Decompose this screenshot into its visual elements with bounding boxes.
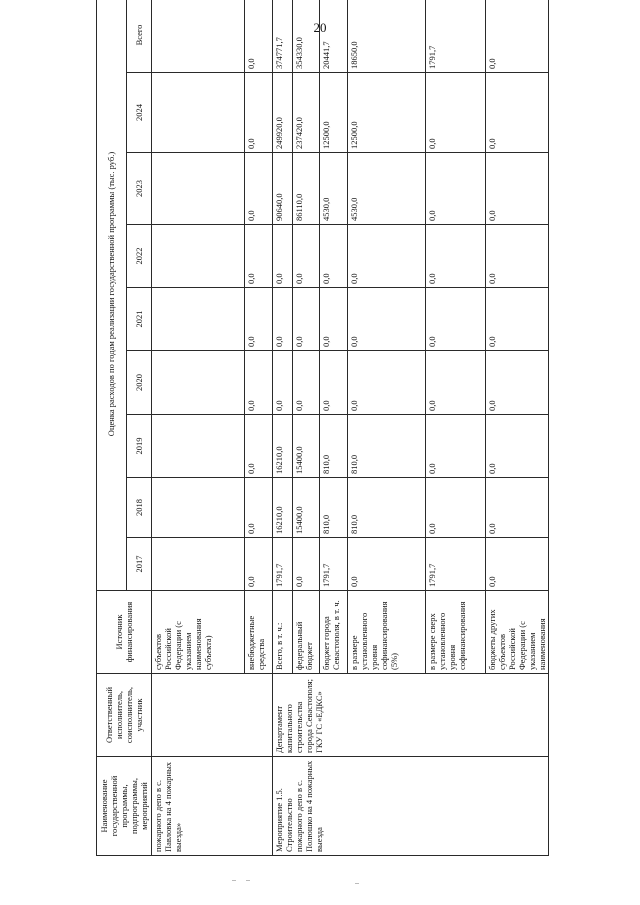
value-cell: 0,0	[486, 0, 549, 73]
value-cell: 0,0	[486, 351, 549, 415]
value-cell	[152, 0, 245, 73]
value-cell: 0,0	[426, 478, 486, 538]
value-cell: 0,0	[245, 0, 273, 73]
value-cell: 0,0	[426, 288, 486, 351]
value-cell: 0,0	[293, 288, 320, 351]
value-cell: 0,0	[245, 538, 273, 591]
budget-table	[96, 0, 549, 856]
value-cell: 0,0	[486, 73, 549, 153]
header-year: 2019	[127, 415, 152, 478]
value-cell: 249920,0	[273, 73, 293, 153]
header-year: 2024	[127, 73, 152, 153]
header-estimate: Оценка расходов по годам реализации государственной программы (тыс. руб.)	[97, 0, 127, 591]
header-year: 2021	[127, 288, 152, 351]
value-cell: 0,0	[245, 351, 273, 415]
value-cell: 0,0	[486, 478, 549, 538]
header-year: 2020	[127, 351, 152, 415]
value-cell: 16210,0	[273, 415, 293, 478]
value-cell: 0,0	[245, 73, 273, 153]
source-cell: внебюджетные средства	[245, 591, 273, 674]
header-row	[97, 0, 127, 856]
value-cell: 1791,7	[426, 538, 486, 591]
source-cell: Всего, в т. ч.:	[273, 591, 293, 674]
value-cell	[152, 153, 245, 225]
scan-speck	[246, 880, 250, 881]
header-year: 2023	[127, 153, 152, 225]
value-cell: 0,0	[320, 351, 348, 415]
value-cell: 0,0	[245, 288, 273, 351]
value-cell	[152, 73, 245, 153]
value-cell: 0,0	[245, 225, 273, 288]
value-cell: 15400,0	[293, 478, 320, 538]
value-cell: 12500,0	[320, 73, 348, 153]
value-cell: 354330,0	[293, 0, 320, 73]
value-cell: 0,0	[486, 415, 549, 478]
value-cell: 0,0	[426, 415, 486, 478]
rotated-table-wrapper	[96, 24, 548, 856]
value-cell: 0,0	[245, 478, 273, 538]
table-row	[273, 0, 293, 856]
value-cell: 0,0	[486, 288, 549, 351]
value-cell: 18650,0	[348, 0, 426, 73]
value-cell: 0,0	[273, 351, 293, 415]
value-cell: 90640,0	[273, 153, 293, 225]
value-cell: 15400,0	[293, 415, 320, 478]
value-cell: 0,0	[426, 73, 486, 153]
value-cell: 0,0	[348, 288, 426, 351]
source-cell: субъектов Российской Федерации (с указанием наименования субъекта)	[152, 591, 245, 674]
source-cell: бюджет города Севастополя, в т. ч.	[320, 591, 348, 674]
value-cell: 4530,0	[348, 153, 426, 225]
source-cell: в размере установленного уровня софинансирования (5%)	[348, 591, 426, 674]
executor-cell	[152, 674, 273, 757]
value-cell	[152, 351, 245, 415]
value-cell: 0,0	[245, 415, 273, 478]
table-row	[152, 0, 245, 856]
value-cell: 810,0	[348, 415, 426, 478]
value-cell	[152, 478, 245, 538]
value-cell	[152, 538, 245, 591]
value-cell: 20441,7	[320, 0, 348, 73]
value-cell: 374771,7	[273, 0, 293, 73]
value-cell: 810,0	[348, 478, 426, 538]
value-cell: 237420,0	[293, 73, 320, 153]
value-cell: 86110,0	[293, 153, 320, 225]
header-source: Источник финансирования	[97, 591, 152, 674]
value-cell: 0,0	[245, 153, 273, 225]
value-cell	[152, 225, 245, 288]
value-cell: 16210,0	[273, 478, 293, 538]
value-cell: 0,0	[273, 225, 293, 288]
scan-speck	[355, 883, 359, 884]
header-name: Наименование государственной программы, подпрограммы, мероприятий	[97, 757, 152, 856]
source-cell: федеральный бюджет	[293, 591, 320, 674]
header-year: 2022	[127, 225, 152, 288]
value-cell: 0,0	[293, 538, 320, 591]
activity-name-cell: Мероприятие 1.5. Строительство пожарного депо в с. Полюшко на 4 пожарных выезда	[273, 757, 549, 856]
value-cell: 0,0	[426, 351, 486, 415]
value-cell: 0,0	[293, 225, 320, 288]
scan-speck	[232, 880, 236, 881]
value-cell: 1791,7	[273, 538, 293, 591]
value-cell: 0,0	[348, 225, 426, 288]
header-executor: Ответственный исполнитель, соисполнитель, участник	[97, 674, 152, 757]
header-year: 2018	[127, 478, 152, 538]
value-cell: 0,0	[486, 153, 549, 225]
header-total: Всего	[127, 0, 152, 73]
value-cell: 0,0	[320, 288, 348, 351]
value-cell	[152, 415, 245, 478]
value-cell: 0,0	[486, 225, 549, 288]
value-cell: 810,0	[320, 415, 348, 478]
value-cell: 12500,0	[348, 73, 426, 153]
value-cell: 0,0	[273, 288, 293, 351]
value-cell: 0,0	[348, 351, 426, 415]
value-cell: 4530,0	[320, 153, 348, 225]
source-cell: в размере сверх установленного уровня софинансирования	[426, 591, 486, 674]
value-cell: 0,0	[486, 538, 549, 591]
value-cell	[152, 288, 245, 351]
value-cell: 1791,7	[426, 0, 486, 73]
page-number: 20	[313, 20, 327, 35]
value-cell: 0,0	[293, 351, 320, 415]
executor-cell: Департамент капитального строительства города Севастополя; ГКУ ГС «ЕДКС»	[273, 674, 549, 757]
value-cell: 1791,7	[320, 538, 348, 591]
activity-name-cell: пожарного депо в с. Павловка на 4 пожарных выезда»	[152, 757, 273, 856]
value-cell: 810,0	[320, 478, 348, 538]
value-cell: 0,0	[320, 225, 348, 288]
value-cell: 0,0	[426, 153, 486, 225]
value-cell: 0,0	[426, 225, 486, 288]
value-cell: 0,0	[348, 538, 426, 591]
header-year: 2017	[127, 538, 152, 591]
source-cell: бюджеты других субъектов Российской Федерации (с указанием наименования	[486, 591, 549, 674]
